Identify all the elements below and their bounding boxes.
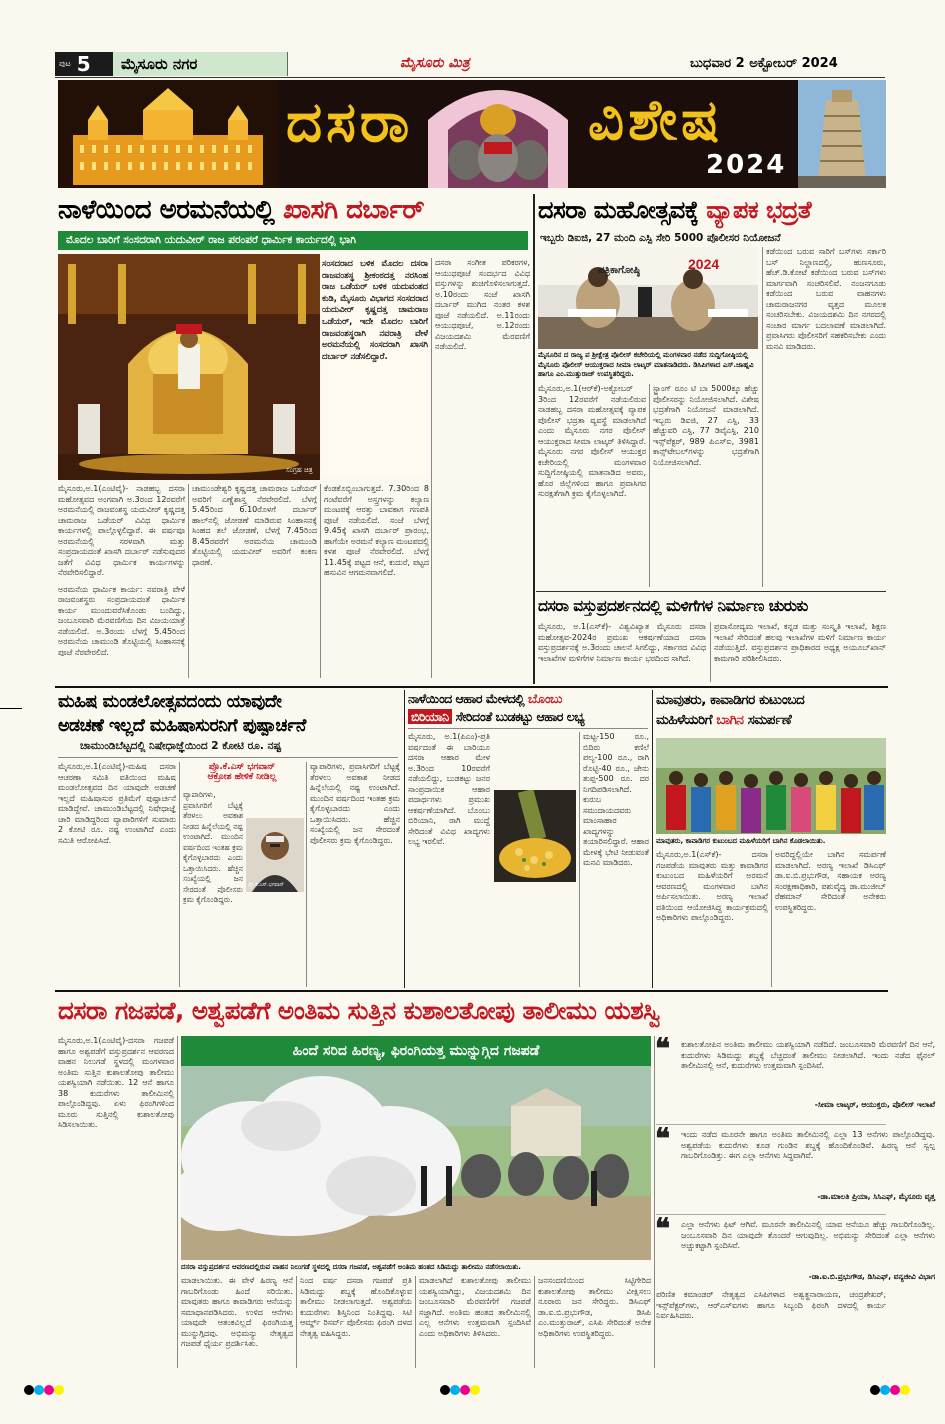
quote-mark-icon: ❝ bbox=[655, 1212, 671, 1245]
women-bagina-photo bbox=[656, 738, 886, 834]
print-registration-marks-center bbox=[440, 1380, 480, 1399]
story7-body-col2: ಮಾಡಲಾಯಿತು. ಈ ವೇಳೆ ಹಿರಣ್ಯ ಆನೆ ಗಾಬರಿಗೊಂಡು ಹಿಂದೆ ಸರಿಯಿತು. ಮಾವುತರು ಹಾಗೂ ಕಾವಾಡಿಗರು ಆನೆಯನ್ನು ಸಮಾಧಾನಪಡಿಸಿದರು. ಉಳಿದ ಆನೆಗಳು ಯಾವುದೇ ಆತಂಕವಿಲ್ಲದೆ ಫಿರಂಗಿಯತ್ತ ಮುನ್ನುಗ್ಗಿದವು. ಅಭಿಮನ್ಯು ನೇತೃತ್ವದ ಗಜಪಡೆ ಧೈರ್ಯ ಪ್ರದರ್ಶಿಸಿತು. bbox=[181, 1276, 293, 1348]
page-number: 5 bbox=[76, 52, 91, 76]
issue-date: ಬುಧವಾರ 2 ಅಕ್ಟೋಬರ್ 2024 bbox=[690, 56, 838, 71]
story1-body-col2a: ಚಾಮುಂಡೇಶ್ವರಿ ಕೃಷ್ಣದತ್ತ ಚಾಮರಾಜ ಒಡೆಯರ್ ಅವರಿಗೆ ಎಣ್ಣೆಶಾಸ್ತ್ರ ನೆರವೇರಲಿದೆ. ಬೆಳಗ್ಗೆ 5.45ರಿಂದ 6.10ರೊಳಗೆ ದರ್ಬಾರ್ ಹಾಲ್‌ನಲ್ಲಿ ಜೋಡಣೆ ಮಾಡಿರುವ ಸಿಂಹಾಸನಕ್ಕೆ ಸಿಂಹದ ತಲೆ ಜೋಡಣೆ, ಬೆಳಗ್ಗೆ 7.45ರಿಂದ 8.45ರವರೆಗೆ ಅರಮನೆಯ ಚಾಮುಂಡಿ ತೊಟ್ಟಿಯಲ್ಲಿ ಯದುವೀರ್ ಅವರಿಗೆ ಕಂಕಣ ಧಾರಣೆ. bbox=[192, 484, 317, 567]
story7-body-col5: ಜನಸಂದಣಿಯಿಂದ ಸಿಟ್ಟಿಗೇರಿದ ಕುಶಾಲತೋಪು ತಾಲೀಮು ವೀಕ್ಷಿಸಲು ನೂರಾರು ಜನ ಸೇರಿದ್ದರು. ಡಿಸಿಎಫ್ ಡಾ.ಐ.ಬಿ.ಪ್ರಭುಗೌಡ, ಡಿಸಿಪಿ ಎಂ.ಮುತ್ತುರಾಜ್, ಎಸಿಪಿ ಸೇರಿದಂತೆ ಅನೇಕ ಅಧಿಕಾರಿಗಳು ಉಪಸ್ಥಿತರಿದ್ದರು. bbox=[538, 1276, 651, 1338]
page-header bbox=[0, 52, 945, 76]
golden-throne-photo bbox=[58, 254, 320, 480]
story2-body-col1: ಮೈಸೂರು,ಅ.1(ಆರ್‌ಕೆ)-ಅಕ್ಟೋಬರ್ 3ರಿಂದ 12ರವರೆಗೆ ನಡೆಯಲಿರುವ ನಾಡಹಬ್ಬ ದಸರಾ ಮಹೋತ್ಸವಕ್ಕೆ ವ್ಯಾಪಕ ಪೊಲೀಸ್ ಭದ್ರತಾ ವ್ಯವಸ್ಥೆ ಮಾಡಲಾಗಿದೆ ಎಂದು ಮೈಸೂರು ನಗರ ಪೊಲೀಸ್ ಆಯುಕ್ತರಾದ ಸೀಮಾ ಲಾಟ್ಕರ್ ತಿಳಿಸಿದ್ದಾರೆ. ಮೈಸೂರು ನಗರ ಪೊಲೀಸ್ ಆಯುಕ್ತರ ಕಚೇರಿಯಲ್ಲಿ ಮಂಗಳವಾರ ಸುದ್ದಿಗೋಷ್ಠಿಯಲ್ಲಿ ಮಾತನಾಡಿದ ಅವರು, ಹೊರ ಜಿಲ್ಲೆಗಳಿಂದ ಹಾಗೂ ಪ್ರವಾಸಿಗರ ಸುರಕ್ಷತೆಗಾಗಿ ಕ್ರಮ ಕೈಗೊಳ್ಳಲಾಗಿದೆ. bbox=[538, 384, 646, 498]
crop-mark-left bbox=[0, 708, 22, 709]
story2-body-col3: ಕಡೆಯಿಂದ ಬರುವ ಸಾರಿಗೆ ಬಸ್‌ಗಳು ಸರ್ಕಾರಿ ಬಸ್ ನಿಲ್ದಾಣದಲ್ಲಿ, ಹುಣಸೂರು, ಹೆಚ್.ಡಿ.ಕೋಟೆ ಕಡೆಯಿಂದ ಬರುವ ಬಸ್‌ಗಳು ಮಾರ್ಗವಾಗಿ ಸಂಚರಿಸಲಿವೆ. ನಂಜನಗೂಡು ಕಡೆಯಿಂದ ಬರುವ ವಾಹನಗಳು ಚಾಮರಾಜನಗರ ವೃತ್ತದ ಮೂಲಕ ಸಂಚರಿಸಬೇಕು. ವಿಜಯದಶಮಿ ದಿನ ನಗರದಲ್ಲಿ ಸಂಚಾರ ಮಾರ್ಗ ಬದಲಾವಣೆ ಮಾಡಲಾಗಿದೆ. ಪ್ರವಾಸಿಗರು ಪೊಲೀಸರಿಗೆ ಸಹಕರಿಸಬೇಕು ಎಂದು ಮನವಿ ಮಾಡಿದರು. bbox=[766, 247, 886, 351]
story2-headline: ದಸರಾ ಮಹೋತ್ಸವಕ್ಕೆ ವ್ಯಾಪಕ ಭದ್ರತೆ bbox=[538, 196, 812, 224]
story5-body-col3: ಮಟ್ಟ-150 ರೂ., ಬಿದಿರು ಕಣಿಲೆ ಪಲ್ಯ-100 ರೂ., ರಾಗಿ ರೊಟ್ಟಿ-40 ರೂ., ಜೇನು ತುಪ್ಪ-500 ರೂ. ದರ ನಿಗದಿಪಡಿಸಲಾಗಿದೆ. ಕುರುಬ ಸಮುದಾಯದವರು ಮಾಂಸಾಹಾರ ಖಾದ್ಯಗಳನ್ನು ತಯಾರಿಸಲಿದ್ದಾರೆ. ಆಹಾರ ಮೇಳಕ್ಕೆ ಭೇಟಿ ನೀಡುವಂತೆ ಮನವಿ ಮಾಡಿದರು. bbox=[583, 732, 649, 867]
story3-headline: ದಸರಾ ವಸ್ತುಪ್ರದರ್ಶನದಲ್ಲಿ ಮಳಿಗೆಗಳ ನಿರ್ಮಾಣ ಚುರುಕು bbox=[538, 597, 808, 615]
story4-headline: ಮಹಿಷ ಮಂಡಲೋತ್ಸವದಂದು ಯಾವುದೇ ಅಡಚಣೆ ಇಲ್ಲದೆ ಮಹಿಷಾಸುರನಿಗೆ ಪುಷ್ಪಾರ್ಚನೆ bbox=[58, 692, 306, 736]
quote-1: ❝ ಕುಶಾಲತೋಪಿನ ಅಂತಿಮ ತಾಲೀಮು ಯಶಸ್ವಿಯಾಗಿ ನಡೆದಿದೆ. ಜಂಬೂಸವಾರಿ ಮೆರವಣಿಗೆ ದಿನ ಆನೆ, ಕುದುರೆಗಳು ಸಿಡಿಮದ್ದು ಶಬ್ದಕ್ಕೆ ಬೆಚ್ಚದಂತೆ ತಾಲೀಮು ನೀಡಲಾಗಿದೆ. ಇಂದು ನಡೆದ ಫೈನಲ್ ತಾಲೀಮಿನಲ್ಲಿ ಆನೆ, ಕುದುರೆಗಳು ಉತ್ತಮವಾಗಿ ಸ್ಪಂದಿಸಿವೆ. -ಸೀಮಾ ಲಾಟ್ಕರ್, ಆಯುಕ್ತರು, ಪೊಲೀಸ್ ಇಲಾಖೆ bbox=[655, 1032, 935, 1109]
story4-body-col1: ಮೈಸೂರು,ಅ.1(ಎಂಟಿವೈ)-ಮಹಿಷ ದಸರಾ ಆಚರಣಾ ಸಮಿತಿ ವತಿಯಿಂದ ಮಹಿಷ ಮಂಡಲೋತ್ಸವದ ದಿನ ಯಾವುದೇ ಅಡಚಣೆ ಇಲ್ಲದೆ ಮಹಿಷಾಸುರ ಪ್ರತಿಮೆಗೆ ಪುಷ್ಪಾರ್ಚನೆ ಮಾಡಿದ್ದೇವೆ. ಚಾಮುಂಡಿಬೆಟ್ಟದಲ್ಲಿ ನಿಷೇಧಾಜ್ಞೆ ಜಾರಿ ಮಾಡಿದ್ದರಿಂದ ವ್ಯಾಪಾರಿಗಳಿಗೆ ಸುಮಾರು 2 ಕೋಟಿ ರೂ. ನಷ್ಟ ಉಂಟಾಗಿದೆ ಎಂದು ಸಮಿತಿ ಆರೋಪಿಸಿದೆ. bbox=[58, 762, 176, 845]
story1-photo-credit: ಸಂಗ್ರಹ ಚಿತ್ರ bbox=[286, 466, 313, 474]
story4-body-col3 bbox=[183, 895, 303, 985]
banner-year: 2024 bbox=[706, 150, 787, 180]
banner-title-left: ದಸರಾ bbox=[286, 90, 414, 155]
story2-body-col2: ಸ್ಟ್ರಾಂಗ್ ರೂಂ ಟಿ ಬಾ 5000ಕ್ಕೂ ಹೆಚ್ಚು ಪೊಲೀಸರನ್ನು ನಿಯೋಜಿಸಲಾಗಿದೆ. ವಿಶೇಷ ಭದ್ರತೆಗಾಗಿ ನಿಯೋಜನೆ ಮಾಡಲಾಗಿದೆ. ಇಬ್ಬರು ಡಿಐಜಿ, 27 ಎಸ್ಪಿ, 33 ಹೆಚ್ಚುವರಿ ಎಸ್ಪಿ, 77 ಡಿವೈಎಸ್ಪಿ, 210 ಇನ್ಸ್‌ಪೆಕ್ಟರ್, 989 ಪಿಎಸ್‌ಐ, 3981 ಕಾನ್ಸ್‌ಟೇಬಲ್‌ಗಳನ್ನು ಭದ್ರತೆಗಾಗಿ ನಿಯೋಜಿಸಲಾಗಿದೆ. bbox=[653, 384, 759, 467]
story6-headline: ಮಾವುತರು, ಕಾವಾಡಿಗರ ಕುಟುಂಬದ ಮಹಿಳೆಯರಿಗೆ ಬಾಗಿನ ಸಮರ್ಪಣೆ bbox=[656, 692, 805, 728]
bhagawan-photo-credit: ಪ್ರೊ.ಕೆ.ಎಸ್.ಭಗವಾನ್ bbox=[248, 882, 285, 888]
story7-body-col4: ಮಾಡಲಾಗಿದೆ ಕುಶಾಲತೋಪು ತಾಲೀಮು ಯಶಸ್ವಿಯಾಗಿದ್ದು, ವಿಜಯದಶಮಿ ದಿನ ಜಂಬೂಸವಾರಿ ಮೆರವಣಿಗೆಗೆ ಗಜಪಡೆ ಸಜ್ಜಾಗಿದೆ. ಅಂತಿಮ ಹಂತದ ತಾಲೀಮಿನಲ್ಲಿ ಎಲ್ಲ ಆನೆಗಳು ಉತ್ತಮವಾಗಿ ಸ್ಪಂದಿಸಿವೆ ಎಂದು ಅಧಿಕಾರಿಗಳು ತಿಳಿಸಿದರು. bbox=[419, 1276, 531, 1338]
story7-headline: ದಸರಾ ಗಜಪಡೆ, ಅಶ್ವಪಡೆಗೆ ಅಂತಿಮ ಸುತ್ತಿನ ಕುಶಾಲತೋಪು ತಾಲೀಮು ಯಶಸ್ವಿ bbox=[58, 996, 661, 1025]
print-registration-marks-left bbox=[24, 1380, 64, 1399]
bhagawan-portrait bbox=[246, 818, 304, 892]
story5-body-col1: ಮೈಸೂರು, ಅ.1(ಪಿಎಂ)-ಪ್ರತಿ ವರ್ಷದಂತೆ ಈ ಬಾರಿಯೂ ದಸರಾ ಆಹಾರ ಮೇಳ ಅ.3ರಿಂದ 10ರವರೆಗೆ ನಡೆಯಲಿದ್ದು, ಬುಡಕಟ್ಟು ಜನರ ಸಾಂಪ್ರದಾಯಿಕ ಆಹಾರ ಪದಾರ್ಥಗಳು ಪ್ರಮುಖ ಆಕರ್ಷಣೆಯಾಗಿದೆ. ಬೊಂಬು ಬಿರಿಯಾನಿ, ರಾಗಿ ಮುದ್ದೆ ಸೇರಿದಂತೆ ವಿವಿಧ ಖಾದ್ಯಗಳು ಲಭ್ಯ ಇರಲಿವೆ. bbox=[408, 732, 490, 846]
story5-body-col2b bbox=[494, 886, 576, 986]
story5-headline: ನಾಳೆಯಿಂದ ಆಹಾರ ಮೇಳದಲ್ಲಿ ಬೊಂಬು ಬಿರಿಯಾನಿ ಸೇರಿದಂತೆ ಬುಡಕಟ್ಟು ಆಹಾರ ಲಭ್ಯ bbox=[408, 691, 585, 724]
page-number-tab bbox=[55, 52, 113, 76]
story7-photo-title: ಹಿಂದೆ ಸರಿದ ಹಿರಣ್ಯ, ಫಿರಂಗಿಯತ್ತ ಮುನ್ನುಗ್ಗಿದ ಗಜಪಡೆ bbox=[181, 1036, 651, 1066]
story5-body-col2 bbox=[494, 732, 576, 788]
dasara-banner bbox=[58, 80, 886, 188]
header-rule bbox=[55, 77, 885, 78]
story4-subhead: ಚಾಮುಂಡಿಬೆಟ್ಟದಲ್ಲಿ ನಿಷೇಧಾಜ್ಞೆಯಿಂದ 2 ಕೋಟಿ ರೂ. ನಷ್ಟ bbox=[80, 740, 282, 752]
quote-2: ❝ ಇಂದು ನಡೆದ ಮೂರನೇ ಹಾಗೂ ಅಂತಿಮ ತಾಲೀಮಿನಲ್ಲಿ ಎಲ್ಲಾ 13 ಆನೆಗಳು ಪಾಲ್ಗೊಂಡಿದ್ದವು. ಅಶ್ವಪಡೆಯ ಕುದುರೆಗಳು ಕೂಡ ಗುಂಡಿನ ಶಬ್ದಕ್ಕೆ ಹೊಂದಿಕೊಂಡಿವೆ. ಹಿರಣ್ಯ ಆನೆ ಸ್ವಲ್ಪ ಗಾಬರಿಗೊಂಡಿತ್ತು. ಈಗ ಎಲ್ಲಾ ಆನೆಗಳು ಸಿದ್ಧವಾಗಿವೆ. -ಡಾ.ಮಾಲತಿ ಪ್ರಿಯಾ, ಸಿಸಿಎಫ್, ಮೈಸೂರು ವೃತ್ತ bbox=[655, 1122, 935, 1201]
quote-mark-icon: ❝ bbox=[655, 1122, 671, 1155]
palace-illustration bbox=[58, 80, 278, 188]
section-label-box bbox=[113, 52, 288, 76]
story6-caption: ಮಾವುತರು, ಕಾವಾಡಿಗರ ಕುಟುಂಬದ ಮಹಿಳೆಯರಿಗೆ ಬಾಗಿನ ಕೊಡಲಾಯಿತು. bbox=[656, 837, 826, 845]
story2-subhead: ಇಬ್ಬರು ಡಿಐಜಿ, 27 ಮಂದಿ ಎಸ್ಪಿ ಸೇರಿ 5000 ಪೊಲೀಸರ ನಿಯೋಜನೆ bbox=[540, 232, 781, 244]
quote-3: ❝ ಎಲ್ಲಾ ಆನೆಗಳು ಫಿಟ್ ಆಗಿವೆ. ಮೂರನೇ ತಾಲೀಮಿನಲ್ಲಿ ಯಾವ ಆನೆಯೂ ಹೆಚ್ಚು ಗಾಬರಿಗೊಂಡಿಲ್ಲ. ಜಂಬೂಸವಾರಿ ದಿನ ಯಾವುದೇ ತೊಂದರೆ ಆಗುವುದಿಲ್ಲ. ಅಭಿಮನ್ಯು ಸೇರಿದಂತೆ ಎಲ್ಲಾ ಆನೆಗಳು ಅಚ್ಚುಕಟ್ಟಾಗಿ ಸ್ಪಂದಿಸಿವೆ. -ಡಾ.ಐ.ಬಿ.ಪ್ರಭುಗೌಡ, ಡಿಸಿಎಫ್, ವನ್ಯಜೀವಿ ವಿಭಾಗ bbox=[655, 1212, 935, 1281]
story3-body-col2: ಪ್ರವಾಸೋದ್ಯಮ ಇಲಾಖೆ, ಕನ್ನಡ ಮತ್ತು ಸಂಸ್ಕೃತಿ ಇಲಾಖೆ, ಶಿಕ್ಷಣ ಇಲಾಖೆ ಸೇರಿದಂತೆ ಹಲವು ಇಲಾಖೆಗಳ ಮಳಿಗೆ ನಿರ್ಮಾಣ ಕಾರ್ಯ ನಡೆಯುತ್ತಿದೆ. ವಸ್ತುಪ್ರದರ್ಶನ ಪ್ರಾಧಿಕಾರದ ಅಧ್ಯಕ್ಷ ಅಯೂಬ್‌ಖಾನ್ ಕಾಮಗಾರಿ ಪರಿಶೀಲಿಸಿದರು. bbox=[714, 622, 886, 663]
story1-headline: ನಾಳೆಯಿಂದ ಅರಮನೆಯಲ್ಲಿ ಖಾಸಗಿ ದರ್ಬಾರ್ bbox=[58, 195, 425, 225]
story1-body-col1a: ಮೈಸೂರು,ಅ.1(ಎಂಟಿವೈ)- ನಾಡಹಬ್ಬ ದಸರಾ ಮಹೋತ್ಸವದ ಅಂಗವಾಗಿ ಅ.3ರಂದ 12ರವರೆಗೆ ಅರಮನೆಯಲ್ಲಿ ರಾಜವಂಶಸ್ಥ ಯದುವೀರ್ ಕೃಷ್ಣದತ್ತ ಚಾಮರಾಜ ಒಡೆಯರ್ ವಿವಿಧ ಧಾರ್ಮಿಕ ಕಾರ್ಯಗಳಲ್ಲಿ ಪಾಲ್ಗೊಳ್ಳಲಿದ್ದಾರೆ. ಈ ವರ್ಷವೂ ಅರಮನೆಯಲ್ಲಿ ಸರಳವಾಗಿ ಮತ್ತು ಸಂಪ್ರದಾಯದಂತೆ ಖಾಸಗಿ ದರ್ಬಾರ್ ನಡೆಸುವುದರ ಜತೆಗೆ ವಿವಿಧ ಧಾರ್ಮಿಕ ಕಾರ್ಯಗಳನ್ನು ನೆರವೇರಿಸಲಿದ್ದಾರೆ. ಅರಮನೆಯ ಧಾರ್ಮಿಕ ಕಾರ್ಯ: ನವರಾತ್ರಿ ವೇಳೆ ರಾಜವಂಶಸ್ಥರು ಸಂಪ್ರದಾಯದಂತೆ ಧಾರ್ಮಿಕ ಕಾರ್ಯ ಮುಂದುವರೆಸಿಕೊಂಡು ಬಂದಿದ್ದು, ಜಂಬೂಸವಾರಿ ಮೆರವಣಿಗೆಯ ದಿನ ವಿಜಯಯಾತ್ರೆ ನಡೆಯಲಿದೆ. ಅ.3ರಂದು ಬೆಳಗ್ಗೆ 5.45ರಿಂದ ಅರಮನೆಯ ಚಾಮುಂಡಿ ತೊಟ್ಟಿಯಲ್ಲಿ ಸಿಂಹಾಸನಕ್ಕೆ ಪೂಜೆ ನೆರವೇರಲಿದೆ. bbox=[58, 484, 185, 657]
story2-caption: ಮೈಸೂರಿನ ದ ರಾಜ್ಯ ಪ ಶ್ರೀಕ್ಷೇತ್ರ ಪೊಲೀಸ್ ಕಚೇರಿಯಲ್ಲಿ ಮಂಗಳವಾರ ನಡೆದ ಸುದ್ದಿಗೋಷ್ಠಿಯಲ್ಲಿ ಮೈಸೂರು ಪೊಲೀಸ್ ಆಯುಕ್ತರಾದ ಸೀಮಾ ಲಾಟ್ಕರ್ ಮಾತನಾಡಿದರು. ಡಿಸಿಪಿಗಳಾದ ಎಸ್.ಜಾಹ್ನವಿ ಹಾಗೂ ಎಂ.ಮುತ್ತುರಾಜ್ ಉಪಸ್ಥಿತರಿದ್ದರು. bbox=[538, 351, 754, 378]
story7-body-col3: ನಿಂದ ವರ್ಷ ದಸರಾ ಗಜಪಡೆ ಪ್ರತಿ ಸಿಡಿಮದ್ದು ಶಬ್ದಕ್ಕೆ ಹೊಂದಿಕೊಳ್ಳುವ ತಾಲೀಮು ನೀಡಲಾಗುತ್ತದೆ. ಅಶ್ವಪಡೆಯ ಕುದುರೆಗಳು ಶಿಸ್ತಿನಿಂದ ನಿಂತಿದ್ದವು. ಸಿಟಿ ಆರ್ಮ್ಡ್ ರಿಸರ್ವ್ ಪೊಲೀಸರು ಫಿರಂಗಿ ದಳದ ನೇತೃತ್ವ ವಹಿಸಿದ್ದರು. bbox=[300, 1276, 412, 1338]
story6-body-col2: ಅವರಿದ್ದಲ್ಲಿಯೇ ಬಾಗಿನ ಸಮರ್ಪಣೆ ಮಾಡಲಾಗಿದೆ. ಅರಣ್ಯ ಇಲಾಖೆ ಡಿಸಿಎಫ್ ಡಾ.ಐ.ಬಿ.ಪ್ರಭುಗೌಡ, ಸಹಾಯಕ ಅರಣ್ಯ ಸಂರಕ್ಷಣಾಧಿಕಾರಿ, ಪಶುವೈದ್ಯ ಡಾ.ಮುಜೀಬ್ ರೆಹಮಾನ್ ಸೇರಿದಂತೆ ಅನೇಕರು ಉಪಸ್ಥಿತರಿದ್ದರು. bbox=[775, 850, 886, 912]
story1-box-text: ಸಂಸದರಾದ ಬಳಿಕ ಮೊದಲ ದಸರಾ ರಾಜವಂಶಸ್ಥ ಶ್ರೀಕಂಠದತ್ತ ನರಸಿಂಹ ರಾಜ ಒಡೆಯರ್ ಬಳಿಕ ಯದುವಂಶದ ಕುಡಿ, ಮೈಸೂರು ವಿಭಾಗದ ಸಂಸದರಾದ ಯದುವೀರ್ ಕೃಷ್ಣದತ್ತ ಚಾಮರಾಜ ಒಡೆಯರ್, ಇದೇ ಮೊದಲ ಬಾರಿಗೆ ರಾಜವಂಶಸ್ಥರಾಗಿ ನವರಾತ್ರಿ ವೇಳೆ ಅರಮನೆಯಲ್ಲಿ ಸಂಸದರಾಗಿ ಖಾಸಗಿ ದರ್ಬಾರ್ ನಡೆಸಲಿದ್ದಾರೆ. bbox=[322, 258, 428, 361]
story6-body-col1: ಮೈಸೂರು,ಅ.1(ಎಸ್‌ಕೆ)- ದಸರಾ ಗಜಪಡೆಯ ಮಾವುತರು ಮತ್ತು ಕಾವಾಡಿಗರ ಕುಟುಂಬದ ಮಹಿಳೆಯರಿಗೆ ಅರಮನೆ ಆವರಣದಲ್ಲಿ ಮಂಗಳವಾರ ಬಾಗಿನ ಅರ್ಪಿಸಲಾಯಿತು. ಅರಣ್ಯ ಇಲಾಖೆ ವತಿಯಿಂದ ಆಯೋಜಿಸಿದ್ದ ಕಾರ್ಯಕ್ರಮದಲ್ಲಿ ಅಧಿಕಾರಿಗಳು ಪಾಲ್ಗೊಂಡಿದ್ದರು. bbox=[656, 850, 768, 922]
story3-body-col1: ಮೈಸೂರು, ಅ.1(ಎಸ್‌ಕೆ)- ವಿಶ್ವವಿಖ್ಯಾತ ಮೈಸೂರು ದಸರಾ ಮಹೋತ್ಸವ-2024ರ ಪ್ರಮುಖ ಆಕರ್ಷಣೆಯಾದ ದಸರಾ ವಸ್ತುಪ್ರದರ್ಶನಕ್ಕೆ ಅ.3ರಂದು ಚಾಲನೆ ಸಿಗಲಿದ್ದು, ಸರ್ಕಾರದ ವಿವಿಧ ಇಲಾಖೆಗಳ ಮಳಿಗೆಗಳ ನಿರ್ಮಾಣ ಕಾರ್ಯ ಭರದಿಂದ ಸಾಗಿದೆ. bbox=[538, 622, 706, 663]
story2-photo-label: ಪತ್ರಿಕಾಗೋಷ್ಠಿ bbox=[598, 265, 641, 276]
story7-body-col1: ಮೈಸೂರು,ಅ.1(ಎಂಟಿವೈ)-ದಸರಾ ಗಜಪಡೆ ಹಾಗೂ ಅಶ್ವಪಡೆಗೆ ವಸ್ತುಪ್ರದರ್ಶನ ಆವರಣದ ವಾಹನ ನಿಲುಗಡೆ ಸ್ಥಳದಲ್ಲಿ ಮಂಗಳವಾರ ಅಂತಿಮ ಸುತ್ತಿನ ಕುಶಾಲತೋಪು ತಾಲೀಮು ಯಶಸ್ವಿಯಾಗಿ ನಡೆಯಿತು. 12 ಆನೆ ಹಾಗೂ 38 ಕುದುರೆಗಳು ತಾಲೀಮಿನಲ್ಲಿ ಪಾಲ್ಗೊಂಡಿದ್ದವು. ಏಳು ಫಿರಂಗಿಗಳಿಂದ ಮೂರು ಸುತ್ತಿನಲ್ಲಿ ಕುಶಾಲತೋಪು ಸಿಡಿಸಲಾಯಿತು. bbox=[58, 1036, 174, 1129]
section-label: ಮೈಸೂರು ನಗರ bbox=[121, 55, 198, 73]
press-meet-photo bbox=[538, 247, 758, 349]
story7-caption: ದಸರಾ ವಸ್ತುಪ್ರದರ್ಶನ ಆವರಣದಲ್ಲಿರುವ ವಾಹನ ನಿಲುಗಡೆ ಸ್ಥಳದಲ್ಲಿ ದಸರಾ ಗಜಪಡೆ, ಅಶ್ವಪಡೆಗೆ ಅಂತಿಮ ಹಂತದ ಸಿಡಿಮದ್ದು ತಾಲೀಮು ನಡೆಸಲಾಯಿತು. bbox=[181, 1263, 521, 1271]
quote-mark-icon: ❝ bbox=[655, 1032, 671, 1065]
print-registration-marks-right bbox=[870, 1380, 910, 1399]
story4-body-col2: ವ್ಯಾಪಾರಿಗಳು, ಪ್ರವಾಸಿಗರಿಗೆ ಬೆಟ್ಟಕ್ಕೆ ತೆರಳಲು ಅವಕಾಶ ನೀಡದ ಹಿನ್ನೆಲೆಯಲ್ಲಿ ನಷ್ಟ ಉಂಟಾಗಿದೆ. ಮುಂದಿನ ವರ್ಷದಿಂದ ಇಂತಹ ಕ್ರಮ ಕೈಗೊಳ್ಳಬಾರದು ಎಂದು ಒತ್ತಾಯಿಸಿದರು. ಹೆಚ್ಚಿನ ಸಂಖ್ಯೆಯಲ್ಲಿ ಜನ ಸೇರದಂತೆ ಪೊಲೀಸರು ಕ್ರಮ ಕೈಗೊಂಡಿದ್ದರು. bbox=[183, 790, 243, 904]
story1-body-col3: ದಸರಾ ಸಂಗೀತ ಪರಿಕರಗಳ, ಆಯುಧಪೂಜೆ ಸಂದರ್ಭದ ವಿವಿಧ ವಸ್ತುಗಳನ್ನು ಶುಚಿಗೊಳಿಸಲಾಗುತ್ತದೆ. ಅ.10ರಂದು ಸಂಜೆ ಖಾಸಗಿ ದರ್ಬಾರ್ ಮುಗಿದ ನಂತರ ಕಳಶ ಪೂಜೆ ನಡೆಯಲಿದೆ. ಅ.11ರಂದು ಆಯುಧಪೂಜೆ, ಅ.12ರಂದು ವಿಜಯದಶಮಿ ಮೆರವಣಿಗೆ ನಡೆಯಲಿದೆ. bbox=[435, 258, 530, 351]
story1-highlight-box bbox=[322, 258, 428, 476]
story4-body-col4: ವ್ಯಾಪಾರಿಗಳು, ಪ್ರವಾಸಿಗರಿಗೆ ಬೆಟ್ಟಕ್ಕೆ ತೆರಳಲು ಅವಕಾಶ ನೀಡದ ಹಿನ್ನೆಲೆಯಲ್ಲಿ ನಷ್ಟ ಉಂಟಾಗಿದೆ. ಮುಂದಿನ ವರ್ಷದಿಂದ ಇಂತಹ ಕ್ರಮ ಕೈಗೊಳ್ಳಬಾರದು ಎಂದು ಒತ್ತಾಯಿಸಿದರು. ಹೆಚ್ಚಿನ ಸಂಖ್ಯೆಯಲ್ಲಿ ಜನ ಸೇರದಂತೆ ಪೊಲೀಸರು ಕ್ರಮ ಕೈಗೊಂಡಿದ್ದರು. bbox=[310, 762, 400, 845]
cannon-smoke-photo bbox=[181, 1066, 651, 1260]
story7-body-col6: ಪರಿಣಿತ ಕಮಾಂಡರ್ ನೇತೃತ್ವದ ಎಸಿಪಿಗಳಾದ ಅಶ್ವತ್ಥನಾರಾಯಣ, ಚಂದ್ರಶೇಖರ್, ಇನ್ಸ್‌ಪೆಕ್ಟರ್‌ಗಳು, ಆರ್‌ಎಸ್‌ಐಗಳು ಹಾಗೂ ಸಿಬ್ಬಂದಿ ಫಿರಂಗಿ ದಳದಲ್ಲಿ ಕಾರ್ಯ ನಿರ್ವಹಿಸಿದರು. bbox=[656, 1290, 886, 1320]
page-label: ಪುಟ bbox=[59, 59, 71, 68]
story1-subhead: ಮೊದಲ ಬಾರಿಗೆ ಸಂಸದರಾಗಿ ಯದುವೀರ್ ರಾಜ ಪರಂಪರೆ ಧಾರ್ಮಿಕ ಕಾರ್ಯದಲ್ಲಿ ಭಾಗಿ bbox=[58, 231, 528, 250]
paper-name: ಮೈಸೂರು ಮಿತ್ರ bbox=[400, 55, 470, 71]
banner-title-right: ವಿಶೇಷ bbox=[588, 88, 724, 153]
svg-text:2024: 2024 bbox=[688, 256, 720, 272]
temple-illustration bbox=[798, 80, 886, 188]
story4-byline: ಪ್ರೊ.ಕೆ.ಎಸ್ ಭಗವಾನ್ ಆಕ್ರೋಶ ಹೇಳಿಕೆ ನೀಡಿಲ್ಲ bbox=[207, 762, 277, 782]
bamboo-biryani-photo bbox=[494, 790, 576, 882]
elephant-arch-illustration bbox=[418, 80, 578, 188]
story1-body-col2b: ಕೆಂಡಕೊಬ್ಬಿಂಬಾಗುತ್ತದೆ. 7.30ರಿಂದ 8 ಗಂಟೆವರೆಗೆ ಅಸ್ತ್ರಗಳನ್ನು ಕಲ್ಯಾಣ ಮಂಟಪಕ್ಕೆ ಆರತ್ತು ಬಾವಕಾಗ ಗಣಪತಿ ಪೂಜೆ ನಡೆಯಲಿದೆ. ಸಂಜೆ ಬೆಳಗ್ಗೆ 9.45ಕ್ಕೆ ಖಾಸಗಿ ದರ್ಬಾರ್ ಪ್ರಾರಂಭ, ಹಾಗೆಯೇ ಅರಮನೆ ಕಲ್ಯಾಣ ಮಂಟಪದಲ್ಲಿ ಕಳಶ ಪೂಜೆ ನೆರವೇರಲಿದೆ. ಬೆಳಗ್ಗೆ 11.45ಕ್ಕೆ ಪಟ್ಟದ ಆನೆ, ಕುದುರೆ, ಪಟ್ಟದ ಹಸುವಿನ ಆಗಮನವಾಗಲಿದೆ. bbox=[324, 484, 429, 577]
